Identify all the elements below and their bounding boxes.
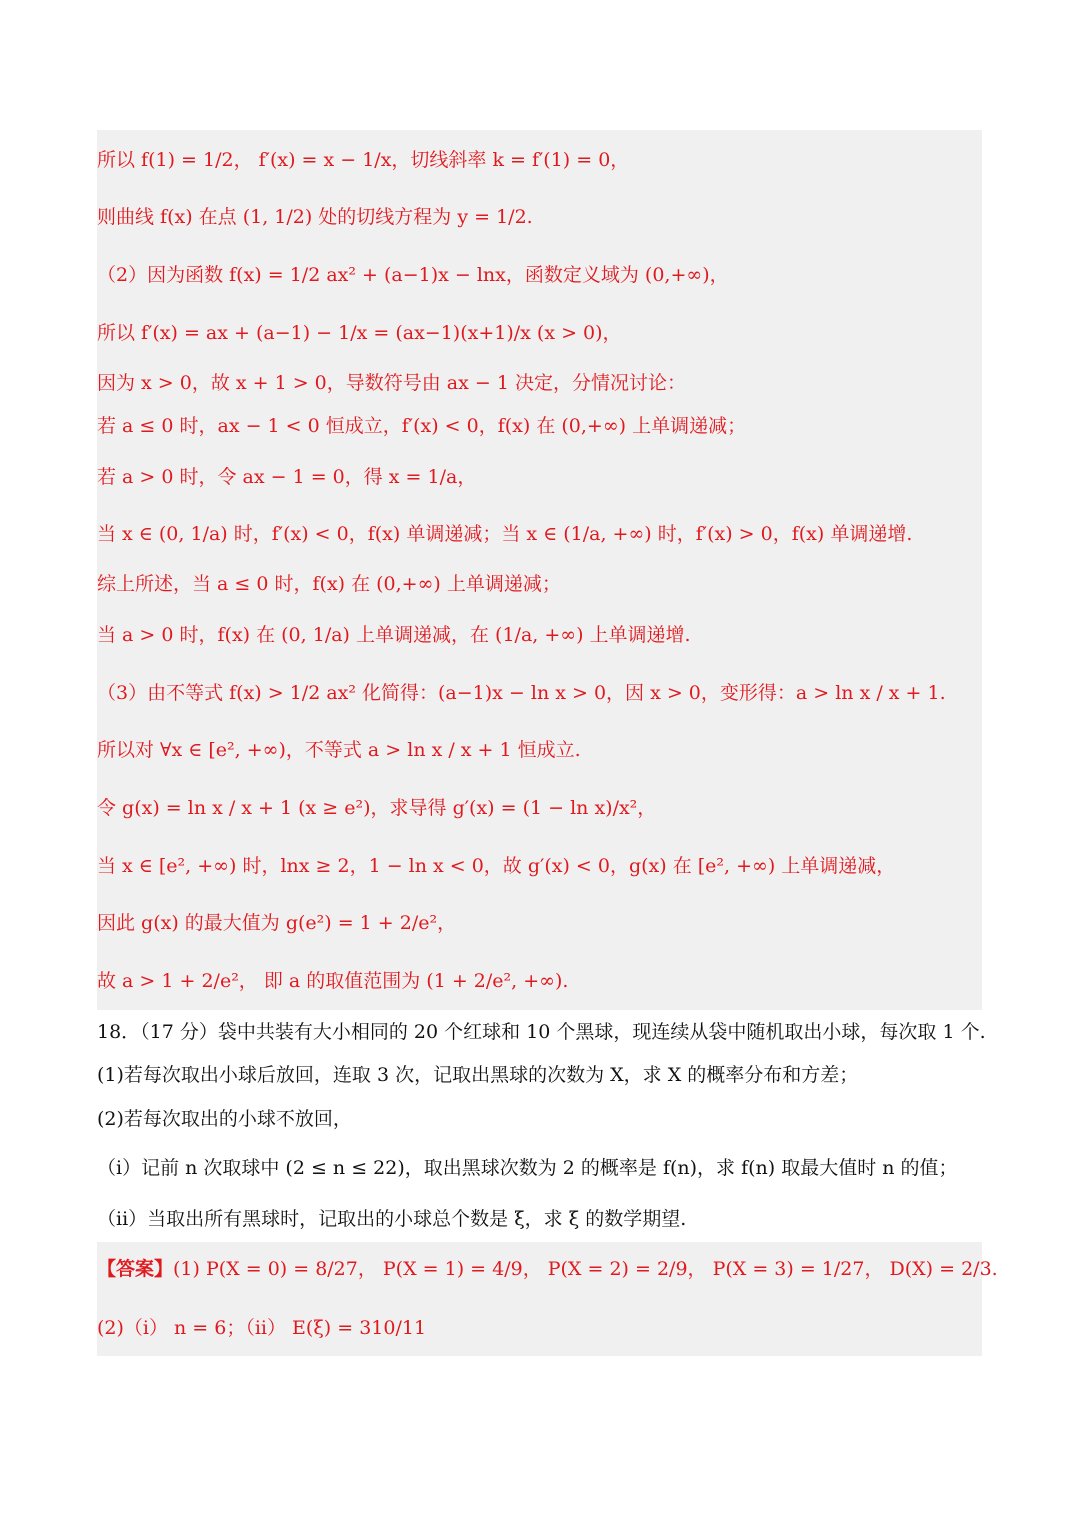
answer-tag: 【答案】	[97, 1258, 174, 1280]
solution-line-1: 所以 f(1) = 1/2， f′(x) = x − 1/x，切线斜率 k = f′(1) = 0，	[97, 149, 630, 171]
solution-line-14: 当 x ∈ [e², +∞) 时，lnx ≥ 2，1 − ln x < 0，故 g′(x) < 0，g(x) 在 [e², +∞) 上单调递减，	[97, 855, 896, 877]
solution-line-13: 令 g(x) = ln x / x + 1 (x ≥ e²)，求导得 g′(x) = (1 − ln x)/x²，	[97, 797, 657, 819]
solution-line-12: 所以对 ∀x ∈ [e², +∞)，不等式 a > ln x / x + 1 恒成立.	[97, 739, 581, 761]
solution-line-5: 因为 x > 0，故 x + 1 > 0，导数符号由 ax − 1 决定，分情况讨论：	[97, 372, 686, 394]
answer-line-1	[97, 1254, 998, 1284]
question-18-part-2: (2)若每次取出的小球不放回，	[97, 1108, 352, 1130]
answer-line-2	[97, 1313, 426, 1343]
solution-line-8: 当 x ∈ (0, 1/a) 时，f′(x) < 0，f(x) 单调递减；当 x ∈ (1/a, +∞) 时，f′(x) > 0，f(x) 单调递增.	[97, 523, 913, 545]
solution-line-9: 综上所述，当 a ≤ 0 时，f(x) 在 (0,+∞) 上单调递减；	[97, 573, 561, 595]
question-18-part-2-ii: （ii）当取出所有黑球时，记取出的小球总个数是 ξ，求 ξ 的数学期望.	[97, 1208, 687, 1230]
solution-line-11: （3）由不等式 f(x) > 1/2 ax² 化简得：(a−1)x − ln x > 0，因 x > 0，变形得：a > ln x / x + 1.	[97, 682, 946, 704]
question-18-stem: 18．（17 分）袋中共装有大小相同的 20 个红球和 10 个黑球，现连续从袋中随机取出小球，每次取 1 个.	[97, 1021, 986, 1043]
solution-line-2: 则曲线 f(x) 在点 (1, 1/2) 处的切线方程为 y = 1/2.	[97, 206, 533, 228]
question-18-part-2-i: （i）记前 n 次取球中 (2 ≤ n ≤ 22)，取出黑球次数为 2 的概率是 f(n)，求 f(n) 取最大值时 n 的值；	[97, 1157, 958, 1179]
solution-line-15: 因此 g(x) 的最大值为 g(e²) = 1 + 2/e²，	[97, 912, 457, 934]
solution-line-7: 若 a > 0 时，令 ax − 1 = 0，得 x = 1/a，	[97, 466, 477, 488]
solution-line-3: （2）因为函数 f(x) = 1/2 ax² + (a−1)x − lnx，函数定义域为 (0,+∞)，	[97, 264, 729, 286]
solution-line-10: 当 a > 0 时，f(x) 在 (0, 1/a) 上单调递减，在 (1/a, +∞) 上单调递增.	[97, 624, 691, 646]
answer-part-1: (1) P(X = 0) = 8/27， P(X = 1) = 4/9， P(X = 2) = 2/9， P(X = 3) = 1/27， D(X) = 2/3.	[173, 1258, 998, 1280]
question-18-part-1: (1)若每次取出小球后放回，连取 3 次，记取出黑球的次数为 X，求 X 的概率分布和方差；	[97, 1064, 859, 1086]
solution-line-4: 所以 f′(x) = ax + (a−1) − 1/x = (ax−1)(x+1)/x (x > 0)，	[97, 322, 622, 344]
answer-part-2: (2)（i） n = 6；（ii） E(ξ) = 310/11	[97, 1317, 427, 1339]
solution-line-6: 若 a ≤ 0 时，ax − 1 < 0 恒成立，f′(x) < 0，f(x) 在 (0,+∞) 上单调递减；	[97, 415, 747, 437]
solution-line-16: 故 a > 1 + 2/e²， 即 a 的取值范围为 (1 + 2/e², +∞).	[97, 970, 569, 992]
